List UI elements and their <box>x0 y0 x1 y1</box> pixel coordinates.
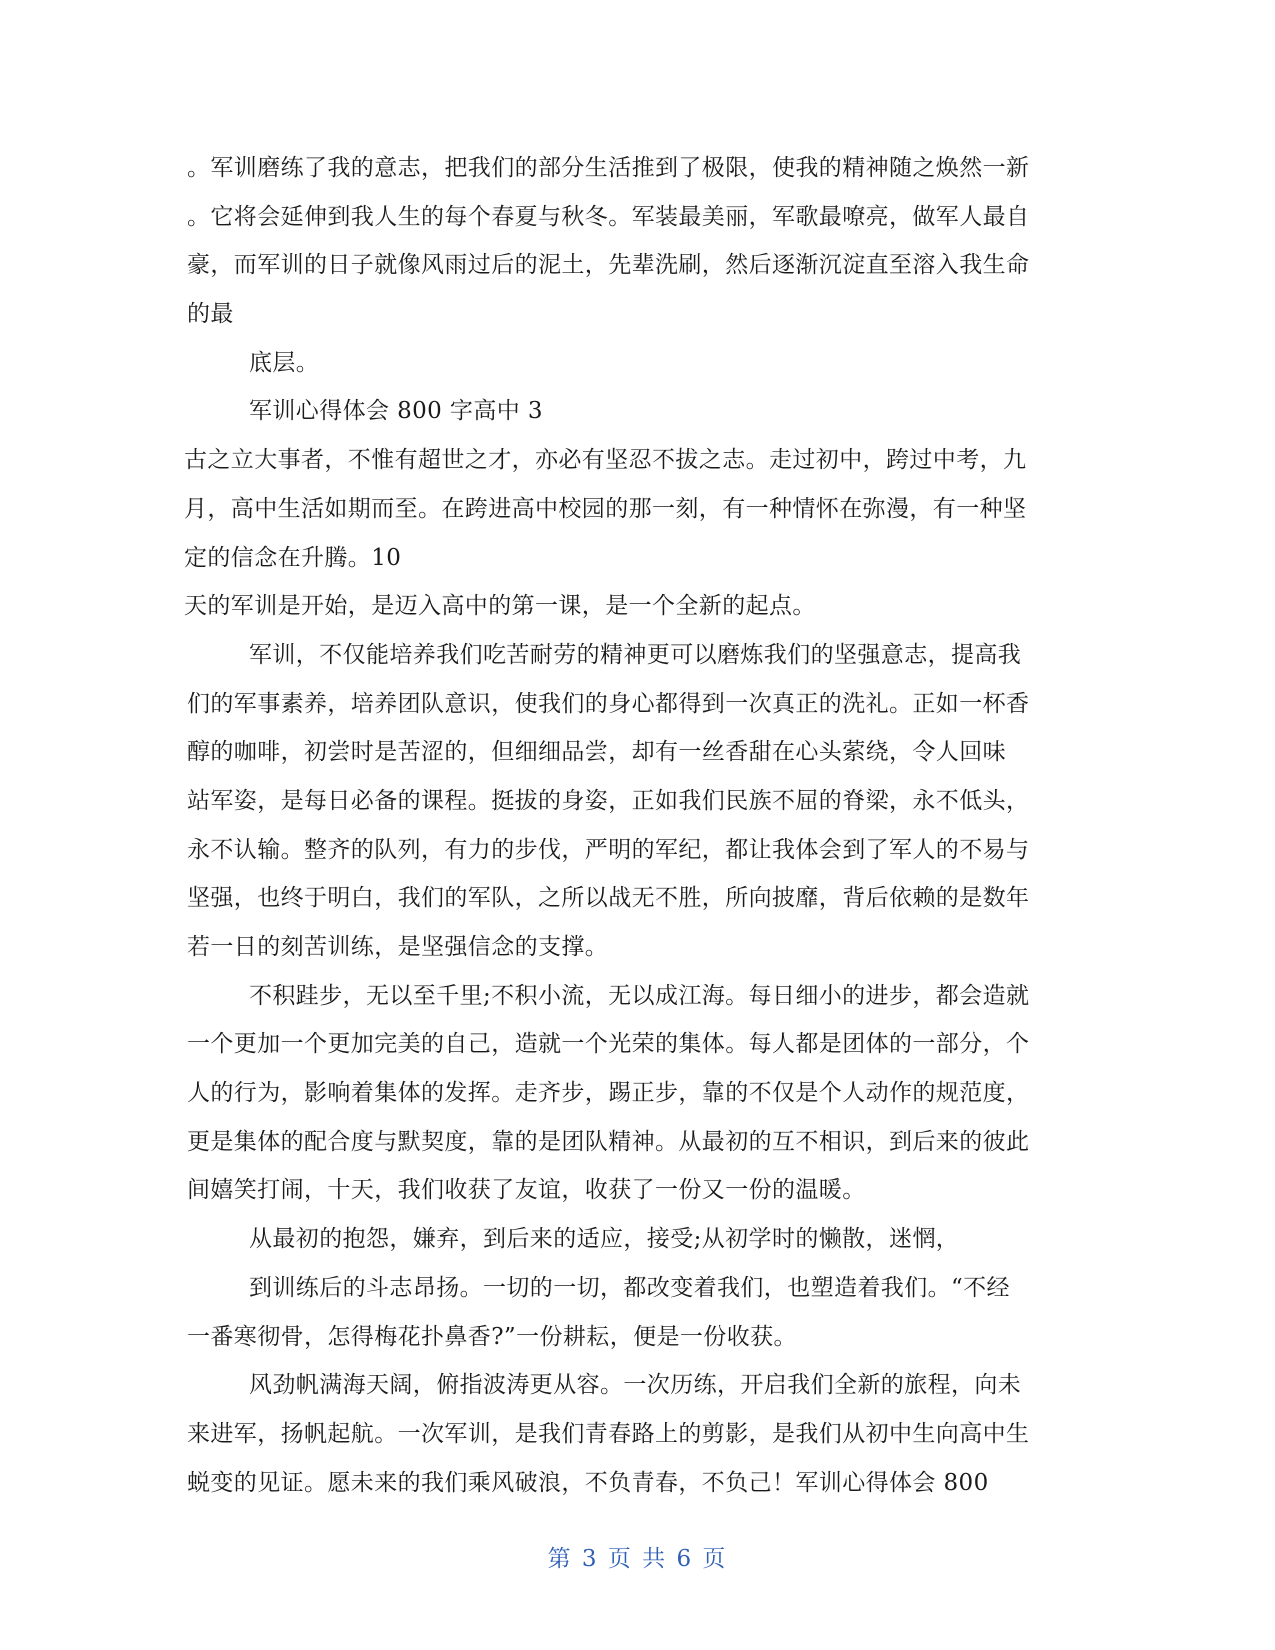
text-line: 一个更加一个更加完美的自己，造就一个光荣的集体。每人都是团体的一部分，个 <box>187 1031 1030 1058</box>
text-line: 到训练后的斗志昂扬。一切的一切，都改变着我们，也塑造着我们。“不经 <box>249 1274 1010 1301</box>
text-line: 底层。 <box>249 349 320 376</box>
text-line: 。军训磨练了我的意志，把我们的部分生活推到了极限，使我的精神随之焕然一新 <box>187 155 1030 181</box>
text-line: 站军姿，是每日必备的课程。挺拔的身姿，正如我们民族不屈的脊梁，永不低头， <box>187 787 1030 814</box>
page-footer-middle: 页 共 <box>607 1546 668 1572</box>
text-line: 来进军，扬帆起航。一次军训，是我们青春路上的剪影，是我们从初中生向高中生 <box>187 1420 1030 1447</box>
text-line: 月，高中生活如期而至。在跨进高中校园的那一刻，有一种情怀在弥漫，有一种坚 <box>184 495 1027 522</box>
page-footer <box>0 1540 1275 1573</box>
text-line: 永不认输。整齐的队列，有力的步伐，严明的军纪，都让我体会到了军人的不易与 <box>187 836 1030 863</box>
text-line: 们的军事素养，培养团队意识，使我们的身心都得到一次真正的洗礼。正如一杯香 <box>187 690 1030 717</box>
text-line: 天的军训是开始，是迈入高中的第一课，是一个全新的起点。 <box>184 593 816 620</box>
page-footer-total: 6 <box>676 1546 694 1572</box>
text-line: 人的行为，影响着集体的发挥。走齐步，踢正步，靠的不仅是个人动作的规范度， <box>187 1080 1030 1107</box>
text-line: 的最 <box>187 301 234 328</box>
text-line: 。它将会延伸到我人生的每个春夏与秋冬。军装最美丽，军歌最嘹亮，做军人最自 <box>187 203 1030 230</box>
text-line: 坚强，也终于明白，我们的军队，之所以战无不胜，所向披靡，背后依赖的是数年 <box>187 885 1030 912</box>
text-line: 军训心得体会 800 字高中 3 <box>249 398 543 425</box>
text-line: 豪，而军训的日子就像风雨过后的泥土，先辈洗刷，然后逐渐沉淀直至溶入我生命 <box>187 252 1030 279</box>
page-footer-prefix: 第 <box>547 1546 573 1572</box>
text-line: 间嬉笑打闹，十天，我们收获了友谊，收获了一份又一份的温暖。 <box>187 1177 866 1204</box>
page-footer-suffix: 页 <box>702 1546 728 1572</box>
text-line: 军训，不仅能培养我们吃苦耐劳的精神更可以磨炼我们的坚强意志，提高我 <box>249 641 1022 668</box>
text-line: 醇的咖啡，初尝时是苦涩的，但细细品尝，却有一丝香甜在心头萦绕，令人回味 <box>187 739 1006 766</box>
document-body <box>184 144 1093 1507</box>
text-line: 一番寒彻骨，怎得梅花扑鼻香?”一份耕耘，便是一份收获。 <box>187 1323 797 1350</box>
text-line: 不积跬步，无以至千里;不积小流，无以成江海。每日细小的进步，都会造就 <box>249 982 1030 1009</box>
text-line: 若一日的刻苦训练，是坚强信念的支撑。 <box>187 934 609 960</box>
page-footer-current: 3 <box>581 1546 599 1572</box>
text-line: 风劲帆满海天阔，俯指波涛更从容。一次历练，开启我们全新的旅程，向未 <box>249 1372 1022 1399</box>
text-line: 蜕变的见证。愿未来的我们乘风破浪，不负青春，不负己！军训心得体会 800 <box>187 1469 989 1496</box>
text-line: 从最初的抱怨，嫌弃，到后来的适应，接受;从初学时的懒散，迷惘， <box>249 1226 960 1253</box>
text-line: 更是集体的配合度与默契度，靠的是团队精神。从最初的互不相识，到后来的彼此 <box>187 1128 1030 1155</box>
text-line: 定的信念在升腾。10 <box>184 544 402 571</box>
text-line: 古之立大事者，不惟有超世之才，亦必有坚忍不拔之志。走过初中，跨过中考，九 <box>184 447 1027 474</box>
